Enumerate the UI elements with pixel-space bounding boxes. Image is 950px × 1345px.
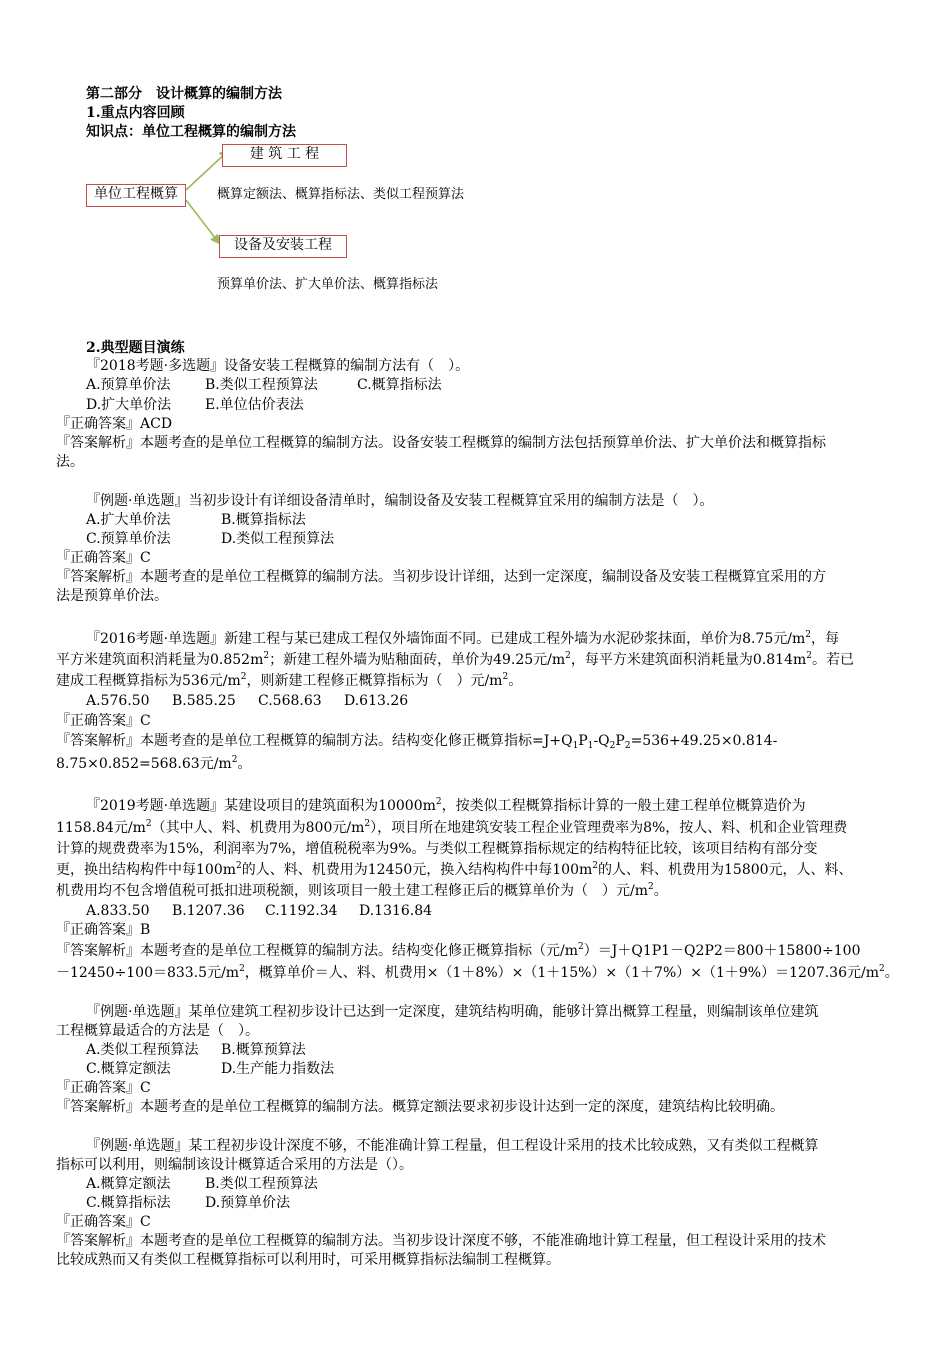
q2-stem: 『例题·单选题』当初步设计有详细设备清单时，编制设备及安装工程概算宜采用的编制方法是（ ）。 <box>86 493 714 509</box>
q1-option-b: B.类似工程预算法 <box>205 377 318 393</box>
q4-option-d: D.1316.84 <box>359 903 433 919</box>
q2-analysis-line2: 法是预算单价法。 <box>56 588 168 604</box>
q4-option-c: C.1192.34 <box>265 903 338 919</box>
q6-option-d: D.预算单价法 <box>205 1195 291 1211</box>
q3-stem-line1: 『2016考题·单选题』新建工程与某已建成工程仅外墙饰面不同。已建成工程外墙为水泥砂浆抹面，单价为8.75元$/m^2$，每 <box>86 630 839 647</box>
arrow-to-equipment <box>186 200 219 243</box>
q2-answer: 『正确答案』C <box>56 550 151 566</box>
q1-option-d: D.扩大单价法 <box>86 397 172 413</box>
q1-answer: 『正确答案』ACD <box>56 416 173 432</box>
q6-answer: 『正确答案』C <box>56 1214 151 1230</box>
q2-analysis-line1: 『答案解析』本题考查的是单位工程概算的编制方法。当初步设计详细，达到一定深度，编制设备及安装工程概算宜采用的方 <box>56 569 826 585</box>
q2-option-c: C.预算单价法 <box>86 531 171 547</box>
q4-stem-line4: 更，换出结构构件中每$100m^2$的人、料、机费用为12450元，换入结构构件中每$100m^2$的人、料、机费用为15800元，人、料、 <box>56 861 853 878</box>
q6-option-c: C.概算指标法 <box>86 1195 171 1211</box>
q1-option-c: C.概算指标法 <box>357 377 442 393</box>
q6-stem-line1: 『例题·单选题』某工程初步设计深度不够，不能准确计算工程量，但工程设计采用的技术比较成熟，又有类似工程概算 <box>86 1138 819 1154</box>
q6-option-b: B.类似工程预算法 <box>205 1176 318 1192</box>
q4-analysis-line2: －12450÷100＝833.5元$/m^2$，概算单价＝人、料、机费用×（1＋8%）×（1＋15%）×（1＋7%）×（1＋9%）＝1207.36元$/m^2$。 <box>56 964 899 981</box>
diagram-root-box: 单位工程概算 <box>86 184 186 207</box>
q4-stem-line2: 1158.84元$/m^2$（其中人、料、机费用为800元$/m^2$），项目所在地建筑安装工程企业管理费率为8%，按人、料、机和企业管理费 <box>56 819 848 836</box>
diagram-building-methods: 概算定额法、概算指标法、类似工程预算法 <box>217 187 465 202</box>
diagram-building-box: 建 筑 工 程 <box>222 144 347 167</box>
q5-stem-line1: 『例题·单选题』某单位建筑工程初步设计已达到一定深度，建筑结构明确，能够计算出概算工程量，则编制该单位建筑 <box>86 1004 819 1020</box>
q4-analysis-line1: 『答案解析』本题考查的是单位工程概算的编制方法。结构变化修正概算指标（元$/m^2)=J+Q1P1-Q2P2=800+15800\div 100$ <box>56 942 861 959</box>
q2-option-a: A.扩大单价法 <box>86 512 171 528</box>
q1-analysis-line1: 『答案解析』本题考查的是单位工程概算的编制方法。设备安装工程概算的编制方法包括预算单价法、扩大单价法和概算指标 <box>56 435 826 451</box>
q6-option-a: A.概算定额法 <box>86 1176 171 1192</box>
part-title: 第二部分 设计概算的编制方法 <box>86 86 282 102</box>
q1-stem: 『2018考题·多选题』设备安装工程概算的编制方法有（ ）。 <box>86 358 470 374</box>
q3-option-d: D.613.26 <box>344 693 409 709</box>
q6-analysis-line2: 比较成熟而又有类似工程概算指标可以利用时，可采用概算指标法编制工程概算。 <box>56 1252 560 1268</box>
section-heading-practice: 2.典型题目演练 <box>86 340 185 356</box>
q5-option-a: A.类似工程预算法 <box>86 1042 199 1058</box>
q4-option-b: B.1207.36 <box>172 903 245 919</box>
q3-analysis-line1: 『答案解析』本题考查的是单位工程概算的编制方法。结构变化修正概算指标$=J+Q_1P_1-Q_2P_2=536+49.25\times 0.814-$ <box>56 733 778 751</box>
q1-analysis-line2: 法。 <box>56 454 84 470</box>
q3-option-c: C.568.63 <box>258 693 322 709</box>
q4-stem-line1: 『2019考题·单选题』某建设项目的建筑面积为$10000m^2$，按类似工程概算指标计算的一般土建工程单位概算造价为 <box>86 797 806 814</box>
q4-answer: 『正确答案』B <box>56 922 151 938</box>
q2-option-b: B.概算指标法 <box>221 512 306 528</box>
q1-option-e: E.单位估价表法 <box>205 397 304 413</box>
q5-option-c: C.概算定额法 <box>86 1061 171 1077</box>
q5-analysis-line1: 『答案解析』本题考查的是单位工程概算的编制方法。概算定额法要求初步设计达到一定的深度，建筑结构比较明确。 <box>56 1099 784 1115</box>
knowledge-point-heading: 知识点：单位工程概算的编制方法 <box>86 124 296 140</box>
q4-option-a: A.833.50 <box>86 903 150 919</box>
q3-option-a: A.576.50 <box>86 693 150 709</box>
q3-answer: 『正确答案』C <box>56 713 151 729</box>
q5-stem-line2: 工程概算最适合的方法是（ ）。 <box>56 1023 259 1039</box>
diagram-equipment-methods: 预算单价法、扩大单价法、概算指标法 <box>217 277 439 292</box>
q6-stem-line2: 指标可以利用，则编制该设计概算适合采用的方法是（）。 <box>56 1157 413 1173</box>
q2-option-d: D.类似工程预算法 <box>221 531 335 547</box>
q3-analysis-line2: 8.75×0.852=568.63元$/m^2$。 <box>56 755 252 772</box>
q5-option-d: D.生产能力指数法 <box>221 1061 335 1077</box>
diagram-equipment-box: 设备及安装工程 <box>219 235 347 258</box>
section-heading-review: 1.重点内容回顾 <box>86 105 185 121</box>
q6-analysis-line1: 『答案解析』本题考查的是单位工程概算的编制方法。当初步设计深度不够，不能准确地计算工程量，但工程设计采用的技术 <box>56 1233 826 1249</box>
q3-option-b: B.585.25 <box>172 693 236 709</box>
q4-stem-line3: 计算的规费费率为15%，利润率为7%，增值税税率为9%。与类似工程概算指标规定的结构特征比较，该项目结构有部分变 <box>56 841 818 857</box>
q5-option-b: B.概算预算法 <box>221 1042 306 1058</box>
q1-option-a: A.预算单价法 <box>86 377 171 393</box>
q5-answer: 『正确答案』C <box>56 1080 151 1096</box>
q4-stem-line5: 机费用均不包含增值税可抵扣进项税额，则该项目一般土建工程修正后的概算单价为（ ）元$/m^2$。 <box>56 882 668 899</box>
q3-stem-line3: 建成工程概算指标为536元$/m^2$，则新建工程修正概算指标为（ ）元$/m^2$。 <box>56 672 523 689</box>
q3-stem-line2: 平方米建筑面积消耗量为$0.852m^2$；新建工程外墙为贴釉面砖，单价为49.25元$/m^2$，每平方米建筑面积消耗量为$0.814m^2$。若已 <box>56 651 854 668</box>
